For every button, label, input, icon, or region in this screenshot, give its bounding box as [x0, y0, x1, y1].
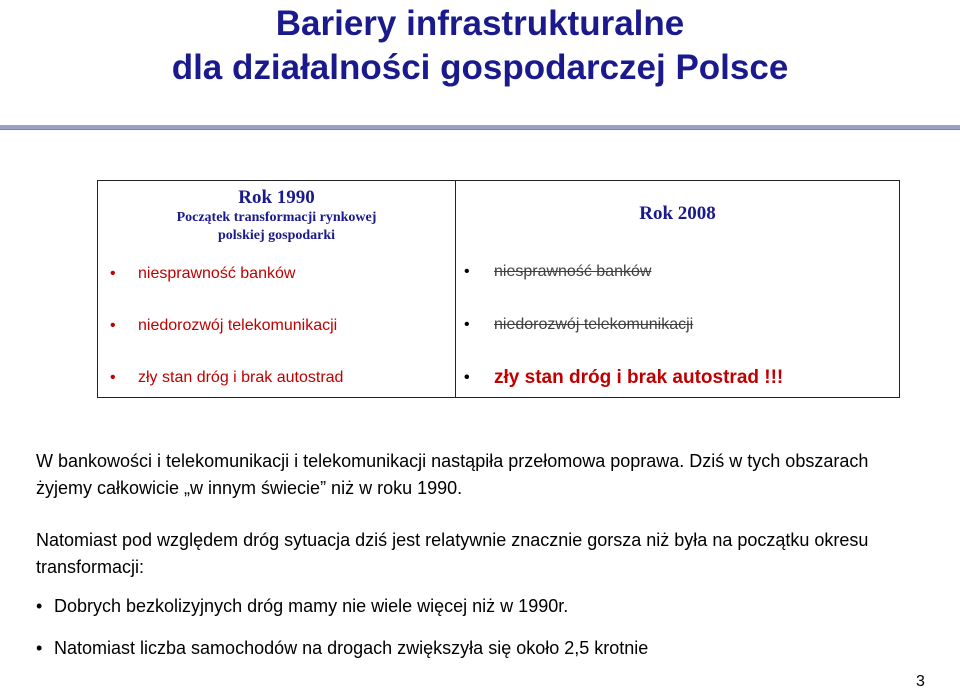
title-line-2: dla działalności gospodarczej Polsce: [171, 48, 789, 87]
slide-title: [0, 0, 960, 90]
barriers-1990-list: [110, 264, 343, 420]
column-2008: [456, 181, 899, 397]
title-divider: [0, 125, 960, 130]
list-item-struck: • niedorozwój telekomunikacji: [464, 315, 783, 368]
year-1990: Rok 1990: [238, 187, 315, 208]
paragraph-roads: Natomiast pod względem dróg sytuacja dziś jest relatywnie znacznie gorsza niż była na początku okresu transformacji:: [36, 530, 869, 577]
column-1990-header: [98, 187, 455, 245]
bullet-icon: •: [36, 638, 43, 658]
bullet-roads: [36, 594, 568, 618]
bullet-text: Dobrych bezkolizyjnych dróg mamy nie wiele więcej niż w 1990r.: [54, 596, 569, 616]
barriers-2008-list: [464, 262, 783, 421]
list-item-struck: • niesprawność banków: [464, 262, 783, 315]
paragraph-banking: W bankowości i telekomunikacji i telekomunikacji nastąpiła przełomowa poprawa. Dziś w tych obszarach żyjemy całkowicie „w innym świecie” niż w roku 1990.: [36, 451, 869, 498]
bullet-text: Natomiast liczba samochodów na drogach zwiększyła się około 2,5 krotnie: [54, 638, 649, 658]
comparison-table: [97, 180, 900, 398]
subtitle-line-1: Początek transformacji rynkowej: [176, 210, 377, 225]
bullet-cars: [36, 636, 648, 660]
subtitle-line-2: polskiej gospodarki: [217, 228, 336, 243]
list-item-highlighted: • zły stan dróg i brak autostrad !!!: [464, 368, 783, 421]
list-item: • niesprawność banków: [110, 264, 343, 316]
year-2008: Rok 2008: [639, 203, 716, 224]
page-number: 3: [916, 673, 925, 690]
list-item: • zły stan dróg i brak autostrad: [110, 368, 343, 420]
bullet-icon: •: [36, 596, 43, 616]
list-item: • niedorozwój telekomunikacji: [110, 316, 343, 368]
column-1990: [98, 181, 456, 397]
title-line-1: Bariery infrastrukturalne: [275, 4, 685, 43]
